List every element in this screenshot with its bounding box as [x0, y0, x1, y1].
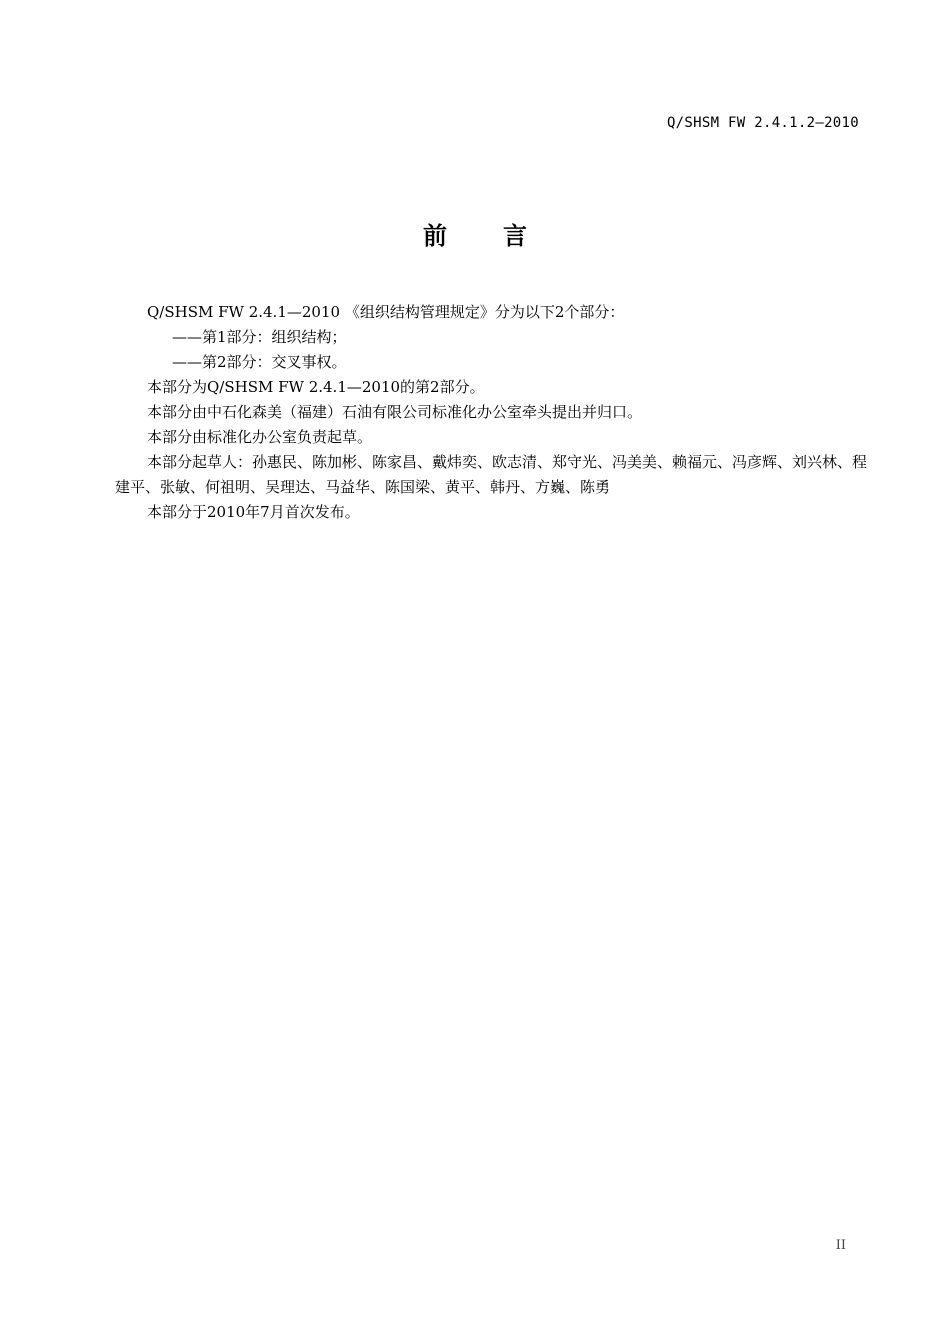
intro-paragraph: Q/SHSM FW 2.4.1—2010 《组织结构管理规定》分为以下2个部分： — [147, 303, 625, 321]
foreword-body — [115, 300, 875, 525]
page-title: 前言 — [423, 222, 583, 250]
document-code: Q/SHSM FW 2.4.1.2—2010 — [666, 115, 859, 131]
part-statement-paragraph: 本部分为Q/SHSM FW 2.4.1—2010的第2部分。 — [147, 378, 485, 396]
drafters-paragraph: 本部分起草人：孙惠民、陈加彬、陈家昌、戴炜奕、欧志清、郑守光、冯美美、赖福元、冯彦辉、刘兴林、程建平、张敏、何祖明、吴理达、马益华、陈国梁、黄平、韩丹、方巍、陈勇 — [115, 453, 868, 496]
release-paragraph: 本部分于2010年7月首次发布。 — [147, 503, 360, 521]
list-item-part-1: ——第1部分：组织结构； — [172, 328, 347, 346]
page-number: II — [835, 1238, 846, 1253]
list-item-part-2: ——第2部分：交叉事权。 — [172, 353, 347, 371]
drafter-unit-paragraph: 本部分由标准化办公室负责起草。 — [147, 428, 373, 446]
proposer-paragraph: 本部分由中石化森美（福建）石油有限公司标准化办公室牵头提出并归口。 — [147, 403, 643, 421]
